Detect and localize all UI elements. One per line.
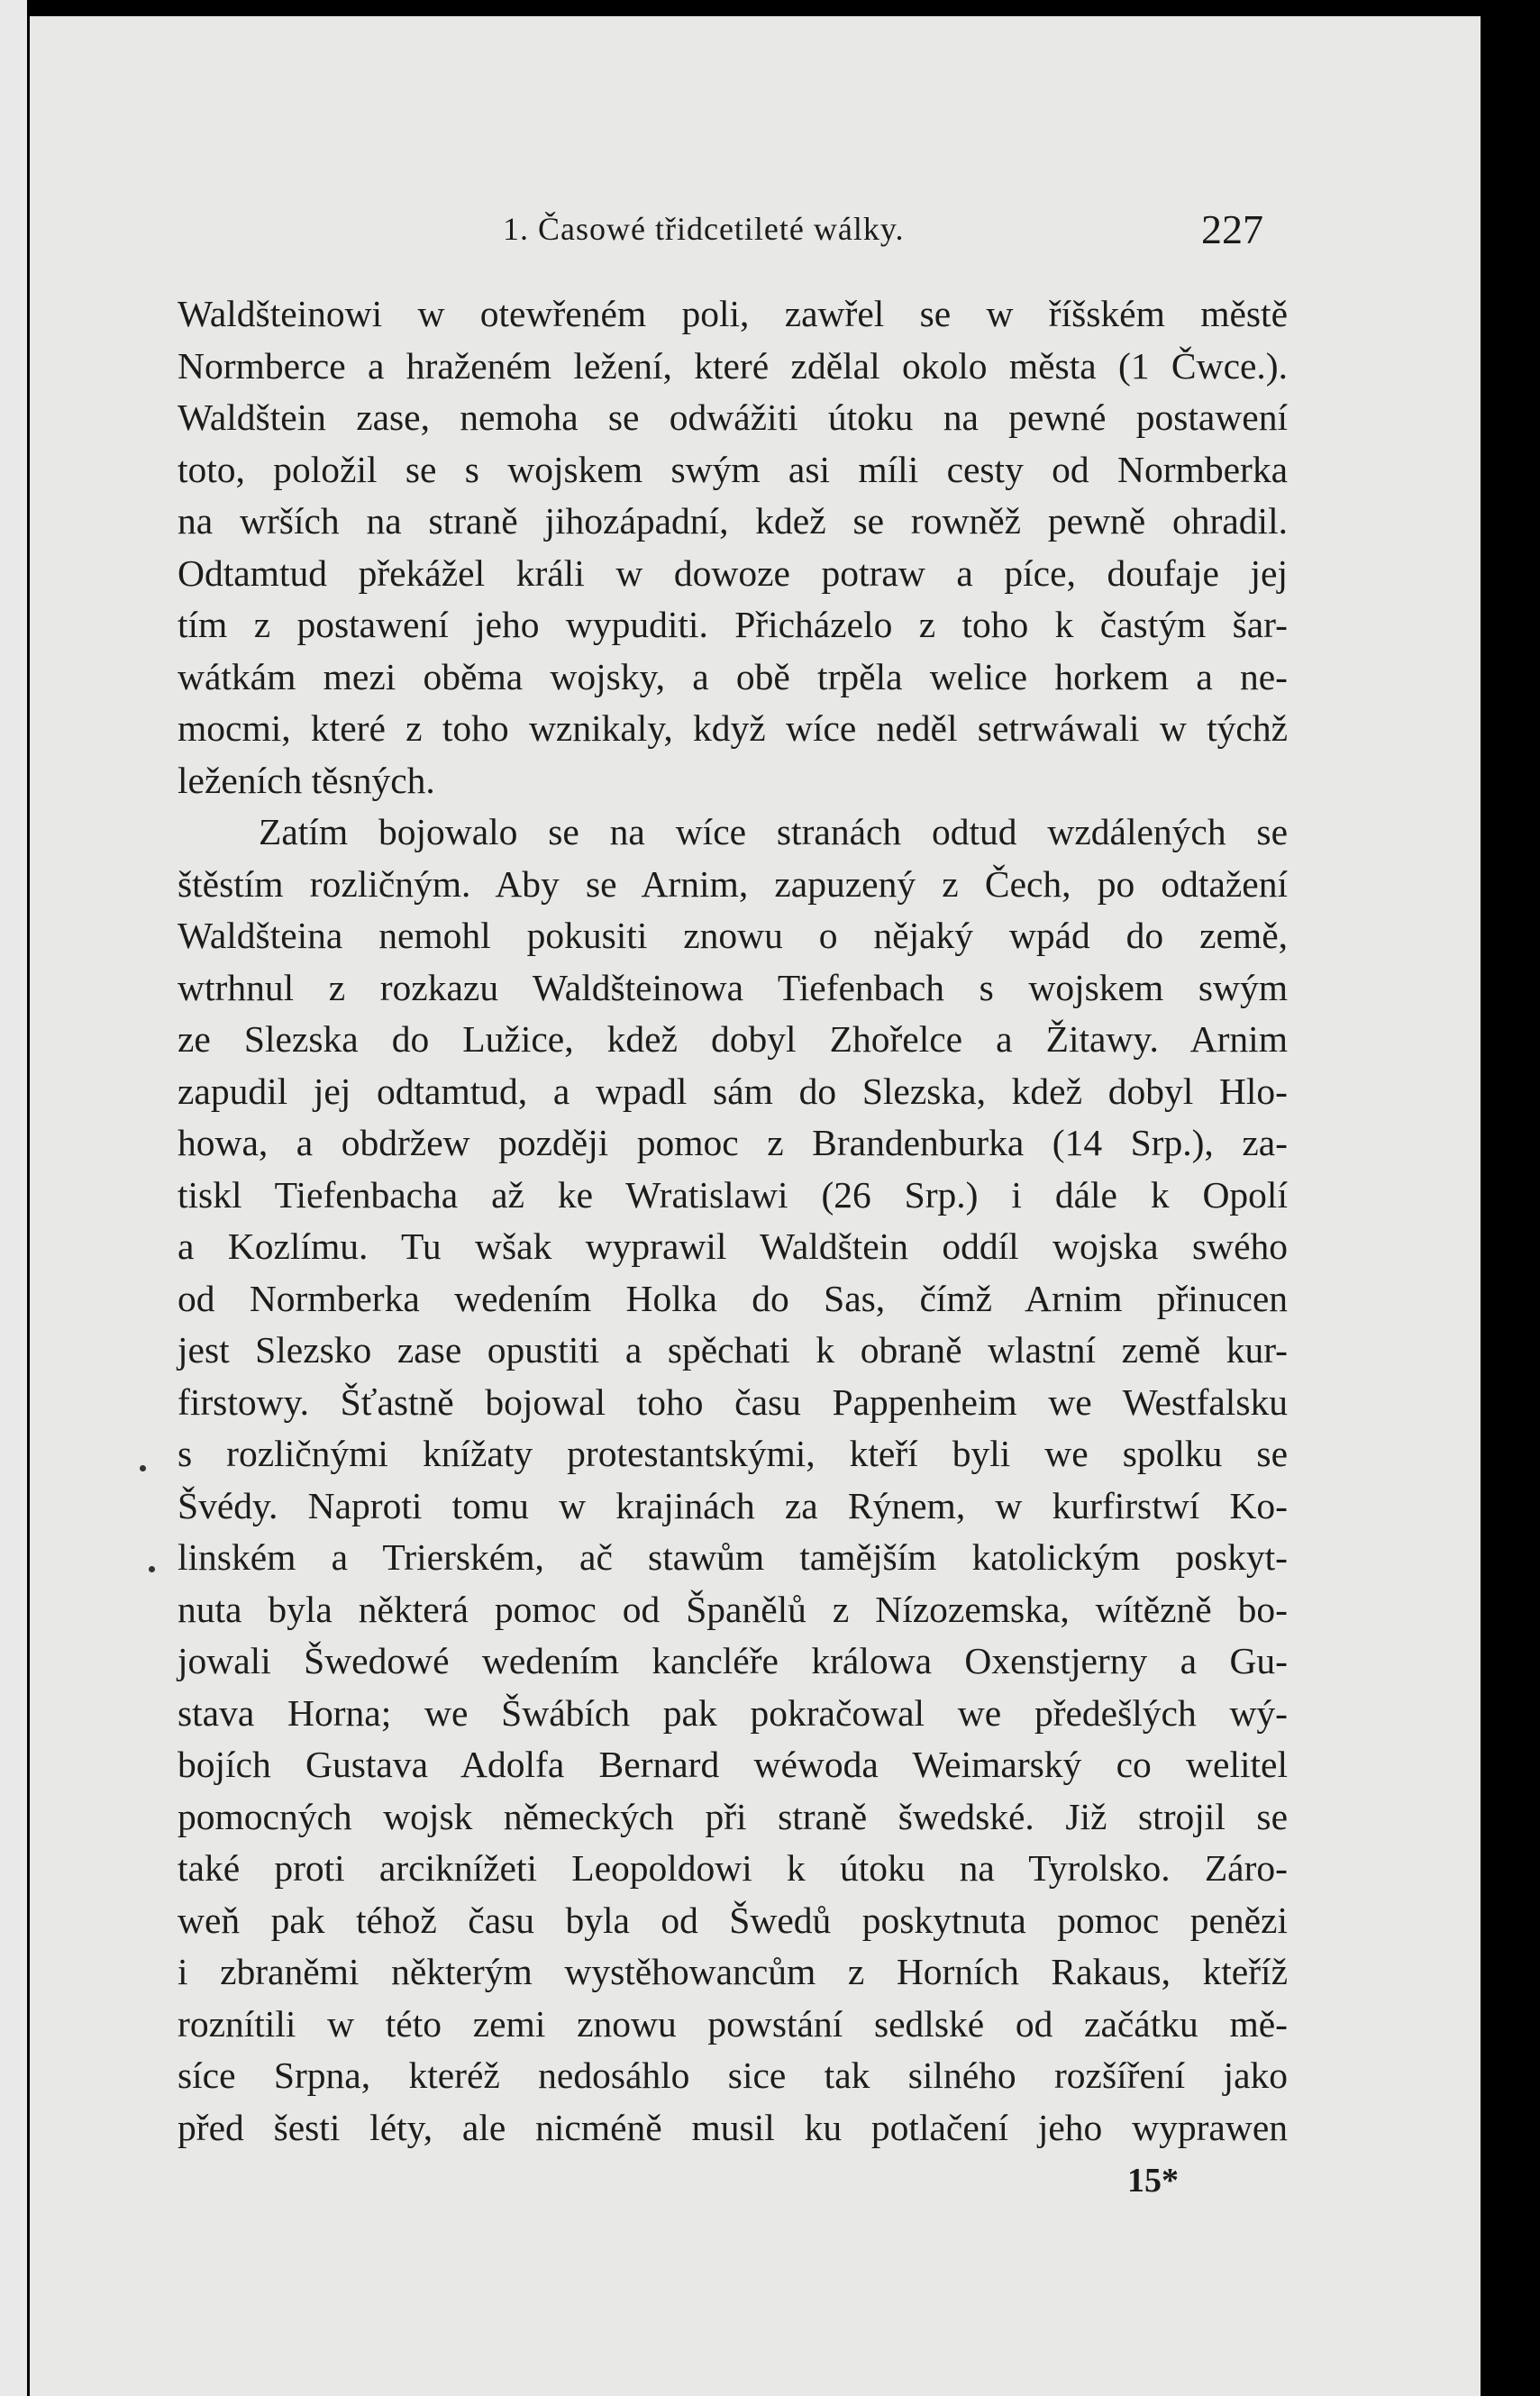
body-text [178,288,1288,2154]
text-line: linském a Trierském, ač stawům tamějším katolickým poskyt- [178,1536,1288,1578]
text-line: Waldšteinowi w otewřeném poli, zawřel se w říšském městě [178,293,1288,334]
text-line: tím z postawení jeho wypuditi. Přicházelo z toho k častým šar- [178,604,1288,645]
text-line: Normberce a hraženém ležení, které zdělal okolo města (1 Čwce.). [178,344,1288,387]
text-line: na wrších na straně jihozápadní, kdež se rowněž pewně ohradil. [178,500,1288,542]
text-line: wátkám mezi oběma wojsky, a obě trpěla welice horkem a ne- [178,655,1288,697]
paragraph [178,288,1288,806]
text-line: Waldštein zase, nemoha se odwážiti útoku na pewné postawení [178,396,1288,438]
text-line: jest Slezsko zase opustiti a spěchati k obraně wlastní země kur- [178,1329,1288,1371]
signature-mark: 15* [1127,2162,1179,2200]
text-line: jowali Šwedowé wedením kancléře králowa Oxenstjerny a Gu- [178,1640,1288,1681]
text-line: před šesti léty, ale nicméně musil ku potlačení jeho wyprawen [178,2106,1288,2148]
text-line: roznítili w této zemi znowu powstání sedlské od začátku mě- [178,2002,1288,2045]
text-line: ze Slezska do Lužice, kdež dobyl Zhořelce a Žitawy. Arnim [178,1018,1288,1060]
page-header [30,206,1481,264]
text-line: i zbraněmi některým wystěhowancům z Horních Rakaus, kteříž [178,1951,1288,1992]
text-line: síce Srpna, kteréž nedosáhlo sice tak silného rozšíření jako [178,2054,1288,2096]
text-line: stava Horna; we Šwábích pak pokračowal we předešlých wý- [178,1691,1288,1734]
text-line: nuta byla některá pomoc od Španělů z Nízozemska, wítězně bo- [178,1588,1288,1630]
text-line: také proti arciknížeti Leopoldowi k útoku na Tyrolsko. Záro- [178,1847,1288,1889]
text-line: Waldšteina nemohl pokusiti znowu o nějaký wpád do země, [178,915,1288,956]
text-line: Odtamtud překážel králi w dowoze potraw a píce, doufaje jej [178,551,1288,594]
text-line: a Kozlímu. Tu wšak wyprawil Waldštein oddíl wojska swého [178,1225,1288,1267]
text-line: zapudil jej odtamtud, a wpadl sám do Slezska, kdež dobyl Hlo- [178,1070,1288,1112]
book-page [30,16,1481,2396]
text-line: pomocných wojsk německých při straně šwedské. Již strojil se [178,1795,1288,1837]
text-line: howa, a obdržew později pomoc z Brandenburka (14 Srp.), za- [178,1122,1288,1163]
text-line: wtrhnul z rozkazu Waldšteinowa Tiefenbach s wojskem swým [178,966,1288,1008]
text-line: mocmi, které z toho wznikaly, když wíce neděl setrwáwali w týchž [178,707,1288,749]
text-line: bojích Gustava Adolfa Bernard wéwoda Weimarský co welitel [178,1744,1288,1785]
text-line: tiskl Tiefenbacha až ke Wratislawi (26 Srp.) i dále k Opolí [178,1173,1288,1216]
running-head: 1. Časowé třidcetileté wálky. [503,211,905,247]
text-line: s rozličnými knížaty protestantskými, kteří byli we spolku se [178,1433,1288,1474]
text-line: štěstím rozličným. Aby se Arnim, zapuzený z Čech, po odtažení [178,862,1288,905]
text-line: Švédy. Naproti tomu w krajinách za Rýnem, w kurfirstwí Ko- [178,1484,1288,1526]
text-line: weň pak téhož času byla od Šwedů poskytnuta pomoc penězi [178,1899,1288,1941]
paragraph [178,806,1288,2154]
text-line: leženích těsných. [178,759,435,801]
margin-mark [140,1465,146,1471]
page-number: 227 [1201,206,1263,252]
margin-mark [149,1566,155,1572]
text-line: toto, položil se s wojskem swým asi míli cesty od Normberka [178,448,1288,490]
text-line: od Normberka wedením Holka do Sas, čímž Arnim přinucen [178,1277,1288,1319]
text-line: firstowy. Šťastně bojowal toho času Pappenheim we Westfalsku [178,1380,1288,1423]
text-line: Zatím bojowalo se na wíce stranách odtud wzdálených se [259,811,1288,852]
left-page-edge [0,0,27,2396]
